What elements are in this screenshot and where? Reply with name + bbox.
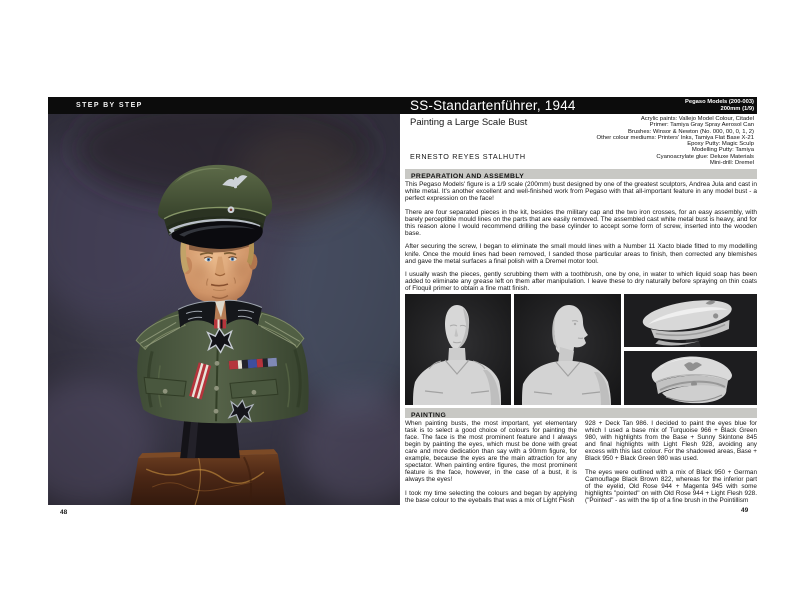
paragraph: After securing the screw, I began to eliminate the small mould lines with a Number 11 Xacto blade fitted to my modelling knife. Once the mould lines had been removed, I sanded those particular areas to finish, then corrected any blemishes and gave the metal surfaces a final polish with a Dremel motor tool. bbox=[405, 243, 757, 265]
material-item: Brushes: Winsor & Newton (No. 000, 00, 0, 1, 2) bbox=[627, 128, 754, 135]
kit-scale: 200mm (1/9) bbox=[720, 105, 754, 112]
left-page-number: 48 bbox=[60, 509, 68, 516]
material-item: Cyanoacrylate glue: Deluxe Materials bbox=[656, 153, 754, 160]
photo-bust-profile bbox=[514, 294, 621, 405]
kit-info bbox=[520, 99, 754, 113]
painted-bust-illustration bbox=[48, 114, 400, 505]
paragraph: 928 + Deck Tan 986. I decided to paint the eyes blue for which I used a base mix of Turquoise 966 + Black Green 980, with highlights from the Base + Sunny Skintone 845 and final highlights with Light Flesh 928, avoiding any excess with this last colour. For the shadowed areas, Base + Black 950 + Black Green 980 was used. bbox=[585, 420, 757, 463]
painted-bust-photo bbox=[48, 114, 400, 505]
material-item: Epoxy Putty: Magic Sculp bbox=[687, 141, 754, 148]
paragraph: I usually wash the pieces, gently scrubbing them with a toothbrush, one by one, in water to which liquid soap has been added to eliminate any grease left on them after manipulation. I leave these to dry naturally before spraying on thin coats of Floquil primer to obtain a fine matt finish. bbox=[405, 271, 757, 293]
article-title: SS-Standartenführer, 1944 bbox=[410, 98, 576, 113]
material-item: Mini-drill: Dremel bbox=[709, 160, 754, 167]
paragraph: The eyes were outlined with a mix of Black 950 + German Camouflage Black Brown 822, whereas for the inferior part of the eyelid, Old Rose 944 + Magenta 945 with some highlights "pointed" on with Old Rose 944 + Light Flesh 928. ("Pointed" - as with the tip of a fine brush in the Pointillism bbox=[585, 468, 757, 504]
paragraph: There are four separated pieces in the kit, besides the military cap and the two iron crosses, for an easy assembly, with barely perceptible mould lines on the parts that are easily removed. The assembled cast white metal bust is heavy, and for this reason alone I would recommend drilling the base cylinder to accept some form of screw, inserted into the wooden base. bbox=[405, 208, 757, 238]
photo-cap-top bbox=[624, 294, 757, 347]
paragraph: I took my time selecting the colours and began by applying the base colour to the eyeballs that was a mix of Light Flesh bbox=[405, 489, 577, 504]
photo-bust-front bbox=[405, 294, 511, 405]
preparation-text bbox=[405, 181, 757, 299]
section-heading-painting: PAINTING bbox=[405, 408, 757, 418]
paragraph: When painting busts, the most important, yet elementary task is to select a good choice of colours for painting the face. The face is the most prominent feature and I always begin by painting the eyes, which must be done with great care and more dedication than say with a 90mm figure, for example, because the eyes are the main attraction for any spectator. When painting entire figures, the most prominent feature is the face, however, in the case of a bust, it is always the eyes! bbox=[405, 420, 577, 484]
material-item: Modelling Putty: Tamiya bbox=[691, 147, 754, 154]
painting-column-right bbox=[585, 420, 757, 510]
painting-text bbox=[405, 420, 757, 510]
left-page-header-label: STEP BY STEP bbox=[76, 102, 143, 109]
author-name: ERNESTO REYES STALHUTH bbox=[410, 152, 526, 161]
material-item: Acrylic paints: Vallejo Model Colour, Citadel bbox=[640, 116, 754, 122]
material-item: Other colour mediums: Printers' Inks, Tamiya Flat Base X-21 bbox=[596, 134, 754, 141]
material-item: Primer: Tamiya Gray Spray Aerosol Can bbox=[649, 122, 754, 129]
photo-cap-side bbox=[624, 351, 757, 405]
section-heading-preparation: PREPARATION AND ASSEMBLY bbox=[405, 169, 757, 179]
article-subtitle: Painting a Large Scale Bust bbox=[410, 117, 528, 128]
right-page-number: 49 bbox=[741, 507, 749, 514]
painting-column-left bbox=[405, 420, 577, 510]
paragraph: This Pegaso Models' figure is a 1/9 scale (200mm) bust designed by one of the greatest sculptors, Andrea Jula and cast in white metal. It's another excellent and well-finished work from Pegaso with that all-important feature in any model bust - a perfect expression on the face! bbox=[405, 181, 757, 203]
kit-reference: Pegaso Models (200-003) bbox=[685, 99, 754, 105]
